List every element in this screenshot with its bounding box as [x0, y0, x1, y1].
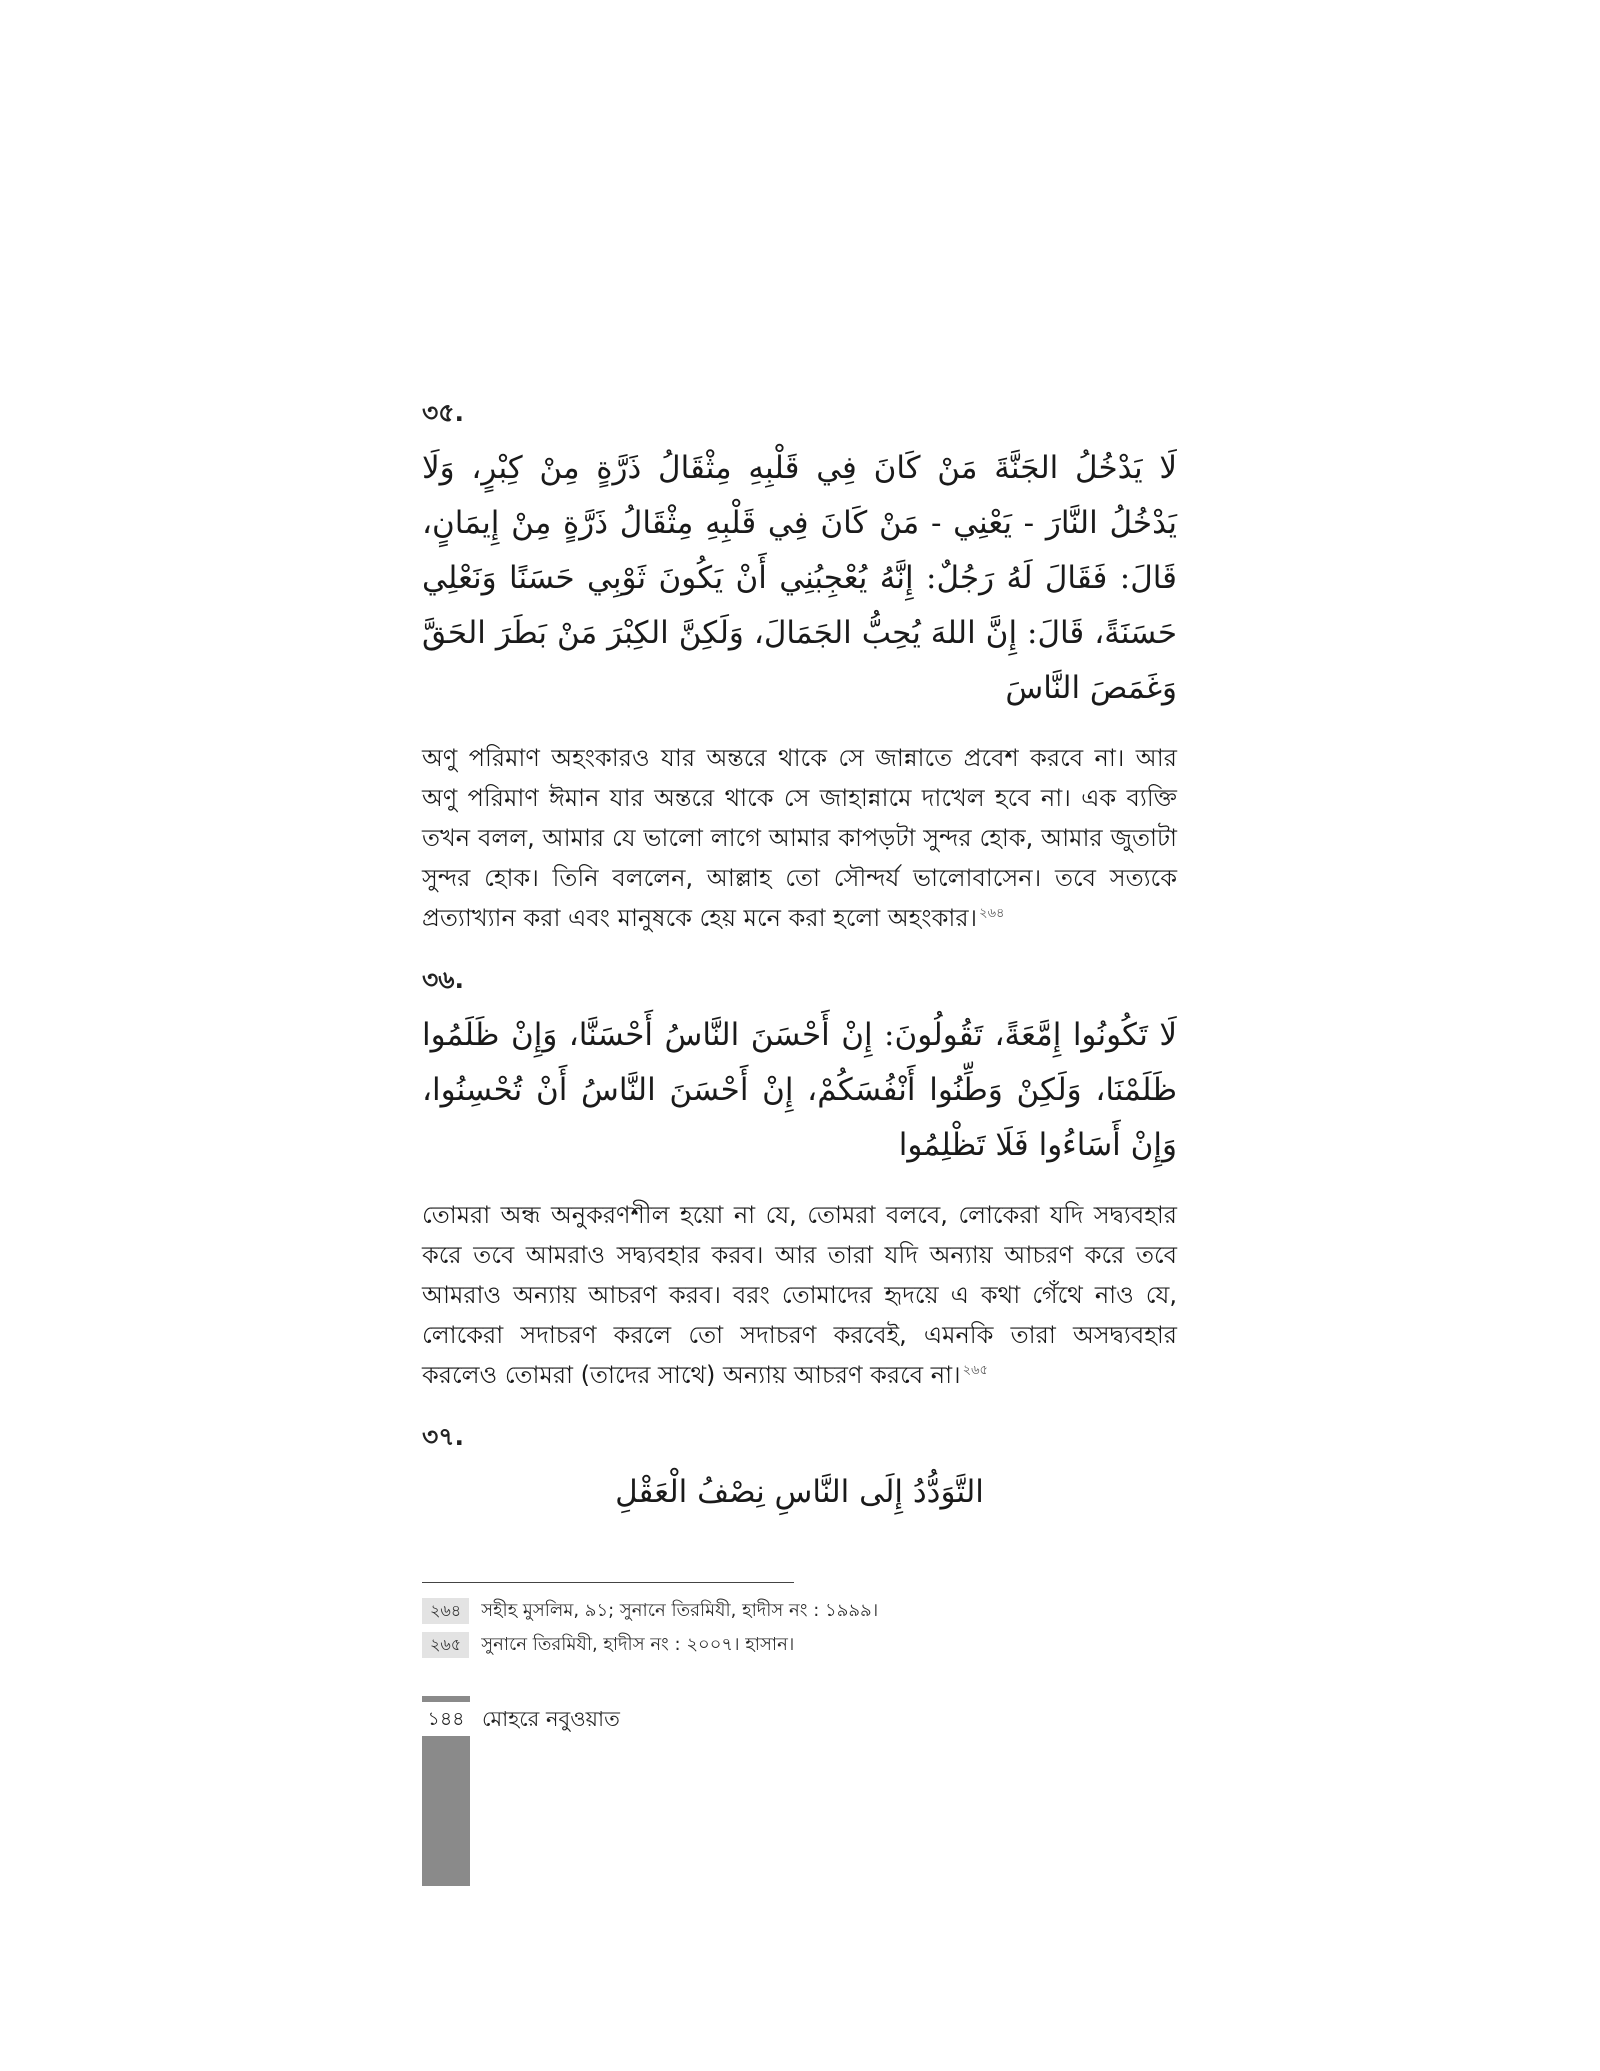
hadith-35 — [422, 395, 1177, 938]
page-number: ১৪৪ — [422, 1702, 470, 1736]
page-content — [422, 395, 1177, 1544]
hadith-number: ৩৭. — [422, 1422, 465, 1451]
footnote-number: ২৬৫ — [422, 1632, 469, 1658]
footnote-item — [422, 1628, 1177, 1662]
folio-bar — [422, 1736, 470, 1886]
footnote-item — [422, 1594, 1177, 1628]
footnote-reference[interactable]: ২৬৪ — [979, 906, 1005, 921]
page-footer — [422, 1696, 620, 1886]
footnote-reference[interactable]: ২৬৫ — [962, 1363, 988, 1378]
arabic-text: لَا يَدْخُلُ الجَنَّةَ مَنْ كَانَ فِي قَلْبِهِ مِثْقَالُ ذَرَّةٍ مِنْ كِبْرٍ، وَلَا يَدْخُلُ النَّارَ - يَعْنِي - مَنْ كَانَ فِي قَلْبِهِ مِثْقَالُ ذَرَّةٍ مِنْ إِيمَانٍ، قَالَ: فَقَالَ لَهُ رَجُلٌ: إِنَّهُ يُعْجِبُنِي أَنْ يَكُونَ ثَوْبِي حَسَنًا وَنَعْلِي حَسَنَةً، قَالَ: إِنَّ اللهَ يُحِبُّ الجَمَالَ، وَلَكِنَّ الكِبْرَ مَنْ بَطَرَ الحَقَّ وَغَمَصَ النَّاسَ — [422, 450, 1177, 706]
footnote-text: সুনানে তিরমিযী, হাদীস নং : ২০০৭। হাসান। — [481, 1633, 795, 1655]
translation-text: অণু পরিমাণ অহংকারও যার অন্তরে থাকে সে জান্নাতে প্রবেশ করবে না। আর অণু পরিমাণ ঈমান যার অন্তরে থাকে সে জাহান্নামে দাখেল হবে না। এক ব্যক্তি তখন বলল, আমার যে ভালো লাগে আমার কাপড়টা সুন্দর হোক, আমার জুতাটা সুন্দর হোক। তিনি বললেন, আল্লাহ তো সৌন্দর্য ভালোবাসেন। তবে সত্যকে প্রত্যাখ্যান করা এবং মানুষকে হেয় মনে করা হলো অহংকার। — [422, 744, 1177, 932]
book-title: মোহরে নবুওয়াত — [482, 1707, 620, 1731]
footnotes — [422, 1594, 1177, 1662]
folio-tab — [422, 1696, 470, 1886]
footnote-divider — [422, 1582, 794, 1583]
hadith-number: ৩৫. — [422, 398, 464, 427]
translation-text: তোমরা অন্ধ অনুকরণশীল হয়ো না যে, তোমরা বলবে, লোকেরা যদি সদ্ব্যবহার করে তবে আমরাও সদ্ব্যবহার করব। আর তারা যদি অন্যায় আচরণ করে তবে আমরাও অন্যায় আচরণ করব। বরং তোমাদের হৃদয়ে এ কথা গেঁথে নাও যে, লোকেরা সদাচরণ করলে তো সদাচরণ করবেই, এমনকি তারা অসদ্ব্যবহার করলেও তোমরা (তাদের সাথে) অন্যায় আচরণ করবে না। — [422, 1201, 1177, 1389]
footnote-number: ২৬৪ — [422, 1598, 469, 1624]
bengali-translation — [422, 1195, 1177, 1395]
bengali-translation — [422, 738, 1177, 938]
arabic-text: لَا تَكُونُوا إِمَّعَةً، تَقُولُونَ: إِنْ أَحْسَنَ النَّاسُ أَحْسَنَّا، وَإِنْ ظَلَمُوا ظَلَمْنَا، وَلَكِنْ وَطِّنُوا أَنْفُسَكُمْ، إِنْ أَحْسَنَ النَّاسُ أَنْ تُحْسِنُوا، وَإِنْ أَسَاءُوا فَلَا تَظْلِمُوا — [422, 1017, 1177, 1163]
hadith-37 — [422, 1419, 1177, 1520]
arabic-text: التَّوَدُّدُ إِلَى النَّاسِ نِصْفُ الْعَقْلِ — [615, 1474, 984, 1510]
footnote-text: সহীহ মুসলিম, ৯১; সুনানে তিরমিযী, হাদীস নং : ১৯৯৯। — [481, 1599, 879, 1621]
hadith-number: ৩৬. — [422, 965, 465, 994]
hadith-36 — [422, 962, 1177, 1395]
